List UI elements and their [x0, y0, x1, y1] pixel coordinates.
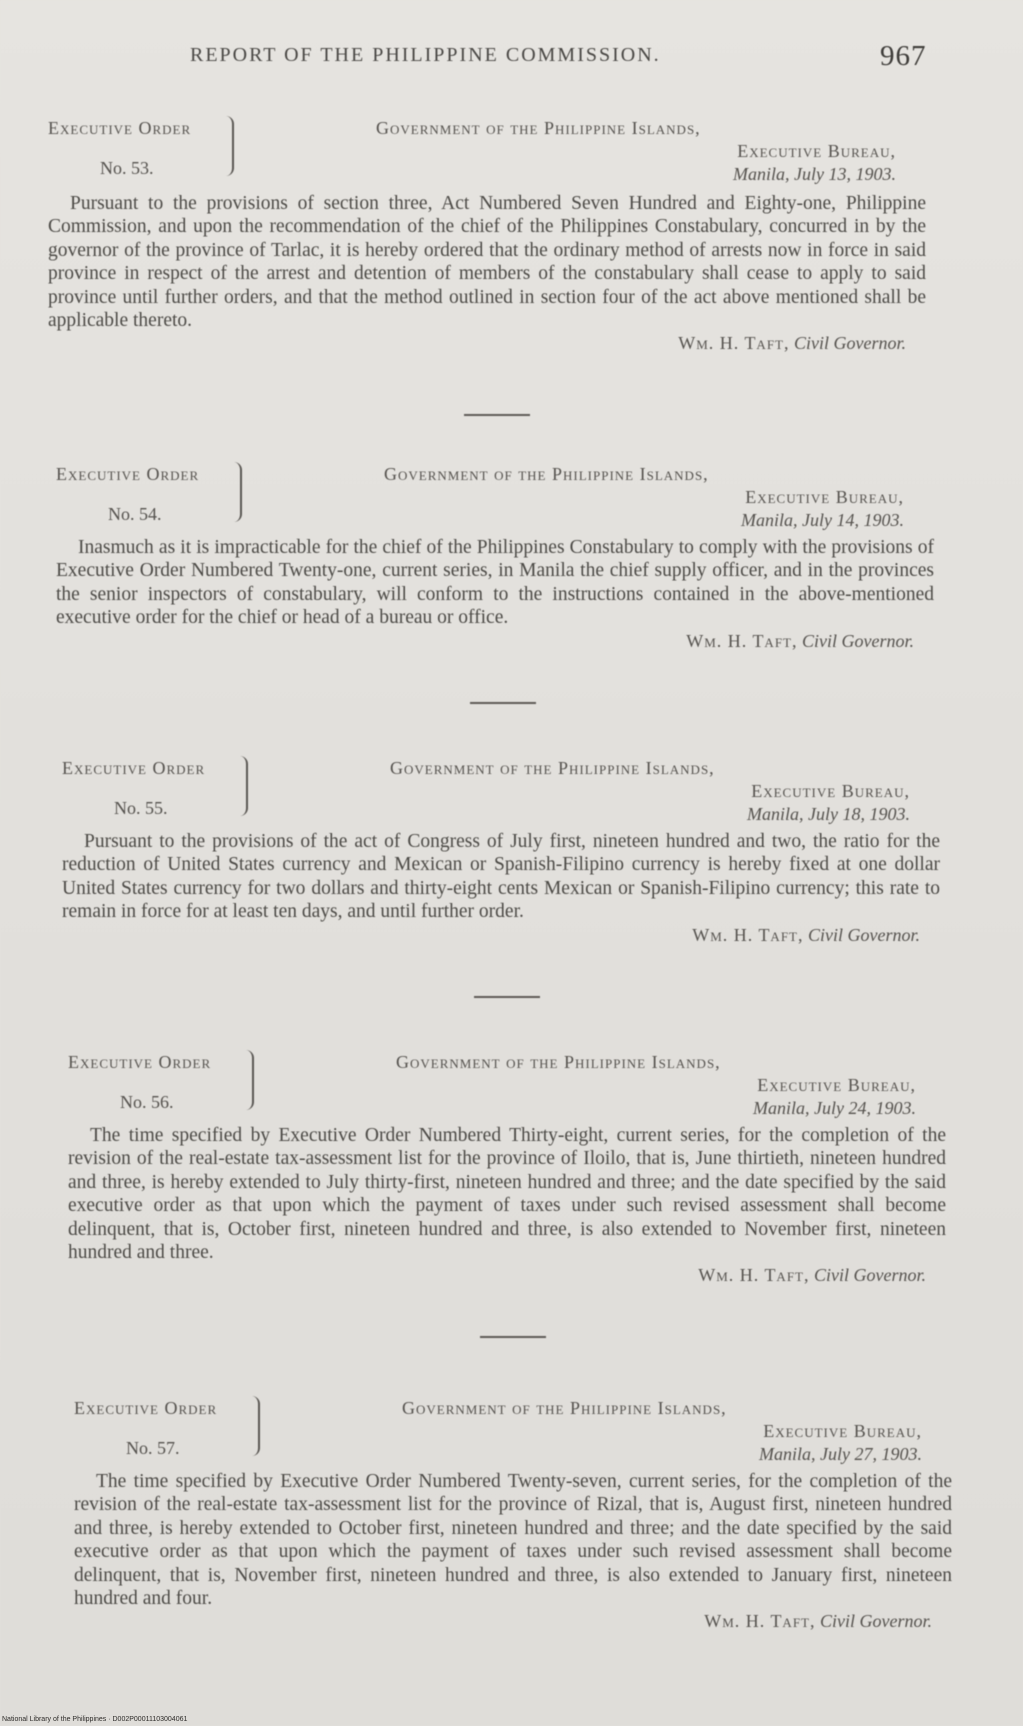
government-line: Government of the Philippine Islands,	[384, 464, 709, 484]
bureau-line: Executive Bureau,	[737, 141, 896, 161]
dateline: Manila, July 24, 1903.	[753, 1098, 916, 1118]
dateline: Manila, July 18, 1903.	[747, 804, 910, 824]
order-text: The time specified by Executive Order Numbered Twenty-seven, current series, for the completion of the revision of the real-estate tax-assessment list for the province of Rizal, that is, August first, nineteen hundred and three, is hereby extended to October first, nineteen hundred and three; and the date specified by the said executive order as that upon which the payment of taxes under such revised assessment shall become delinquent, that is, November first, nineteen hundred and three, is also extended to January first, nineteen hundred and four.	[74, 1471, 952, 1610]
government-line: Government of the Philippine Islands,	[396, 1052, 721, 1072]
order-label: Executive Order	[74, 1398, 218, 1418]
order-number: No. 56.	[120, 1092, 174, 1112]
dateline: Manila, July 27, 1903.	[759, 1444, 922, 1464]
order-body	[48, 192, 926, 356]
order-body	[68, 1124, 946, 1288]
order-body	[62, 830, 940, 947]
government-line: Government of the Philippine Islands,	[402, 1398, 727, 1418]
signature-title: Civil Governor.	[794, 333, 906, 354]
section-divider	[470, 702, 536, 704]
running-head: REPORT OF THE PHILIPPINE COMMISSION.	[190, 44, 661, 66]
order-number: No. 55.	[114, 798, 168, 818]
order-number: No. 54.	[108, 504, 162, 524]
bureau-line: Executive Bureau,	[745, 487, 904, 507]
order-heading-right	[390, 758, 910, 825]
order-number: No. 57.	[126, 1438, 180, 1458]
signature	[74, 1610, 952, 1633]
signature	[48, 332, 926, 355]
signature-name: Wm. H. Taft,	[686, 630, 798, 651]
signature-name: Wm. H. Taft,	[698, 1265, 810, 1286]
brace	[246, 1050, 254, 1110]
order-number: No. 53.	[100, 158, 154, 178]
page-number: 967	[880, 40, 927, 72]
government-line: Government of the Philippine Islands,	[376, 118, 701, 138]
order-label: Executive Order	[48, 118, 192, 138]
dateline: Manila, July 13, 1903.	[733, 164, 896, 184]
order-heading-right	[396, 1052, 916, 1119]
brace	[226, 116, 234, 176]
order-label: Executive Order	[62, 758, 206, 778]
order-text: Pursuant to the provisions of the act of Congress of July first, nineteen hundred and two, the ratio for the reduction of United States currency and Mexican or Spanish-Filipino currency is hereby fixed at one dollar United States currency for two dollars and thirty-eight cents Mexican or Spanish-Filipino currency; this rate to remain in force for at least ten days, and until further order.	[62, 831, 940, 923]
bureau-line: Executive Bureau,	[751, 781, 910, 801]
section-divider	[474, 996, 540, 998]
signature	[68, 1264, 946, 1287]
government-line: Government of the Philippine Islands,	[390, 758, 715, 778]
order-text: The time specified by Executive Order Numbered Thirty-eight, current series, for the completion of the revision of the real-estate tax-assessment list for the province of Iloilo, that is, June thirtieth, nineteen hundred and three, is hereby extended to July thirty-first, nineteen hundred and three; and the date specified by the said executive order as that upon which the payment of taxes under such revised assessment shall become delinquent, that is, October first, nineteen hundred and three, is also extended to November first, nineteen hundred and three.	[68, 1125, 946, 1264]
section-divider	[480, 1336, 546, 1338]
brace	[252, 1396, 260, 1456]
signature-title: Civil Governor.	[808, 924, 920, 945]
signature	[62, 924, 940, 947]
signature-title: Civil Governor.	[814, 1265, 926, 1286]
bureau-line: Executive Bureau,	[757, 1075, 916, 1095]
order-label: Executive Order	[56, 464, 200, 484]
order-body	[56, 536, 934, 653]
order-label: Executive Order	[68, 1052, 212, 1072]
bureau-line: Executive Bureau,	[763, 1421, 922, 1441]
dateline: Manila, July 14, 1903.	[741, 510, 904, 530]
order-heading-right	[376, 118, 896, 185]
signature-title: Civil Governor.	[820, 1611, 932, 1632]
section-divider	[464, 414, 530, 416]
order-heading-right	[384, 464, 904, 531]
signature	[56, 630, 934, 653]
library-stamp: National Library of the Philippines · D002P00011103004061	[2, 1716, 188, 1723]
brace	[234, 462, 242, 522]
brace	[240, 756, 248, 816]
order-text: Pursuant to the provisions of section three, Act Numbered Seven Hundred and Eighty-one, Philippine Commission, and upon the recommendation of the chief of the Philippines Constabulary, concurred in by the governor of the province of Tarlac, it is hereby ordered that the ordinary method of arrests now in force in said province in respect of the arrest and detention of members of the constabulary shall cease to apply to said province until further orders, and that the method outlined in section four of the act above mentioned shall be applicable thereto.	[48, 193, 926, 332]
order-heading-right	[402, 1398, 922, 1465]
signature-name: Wm. H. Taft,	[692, 924, 804, 945]
order-body	[74, 1470, 952, 1634]
order-text: Inasmuch as it is impracticable for the chief of the Philippines Constabulary to comply with the provisions of Executive Order Numbered Twenty-one, current series, in Manila the chief supply officer, and in the provinces the senior inspectors of constabulary, will conform to the instructions contained in the above-mentioned executive order for the chief or head of a bureau or office.	[56, 537, 934, 629]
signature-name: Wm. H. Taft,	[678, 333, 790, 354]
signature-name: Wm. H. Taft,	[704, 1611, 816, 1632]
signature-title: Civil Governor.	[802, 630, 914, 651]
